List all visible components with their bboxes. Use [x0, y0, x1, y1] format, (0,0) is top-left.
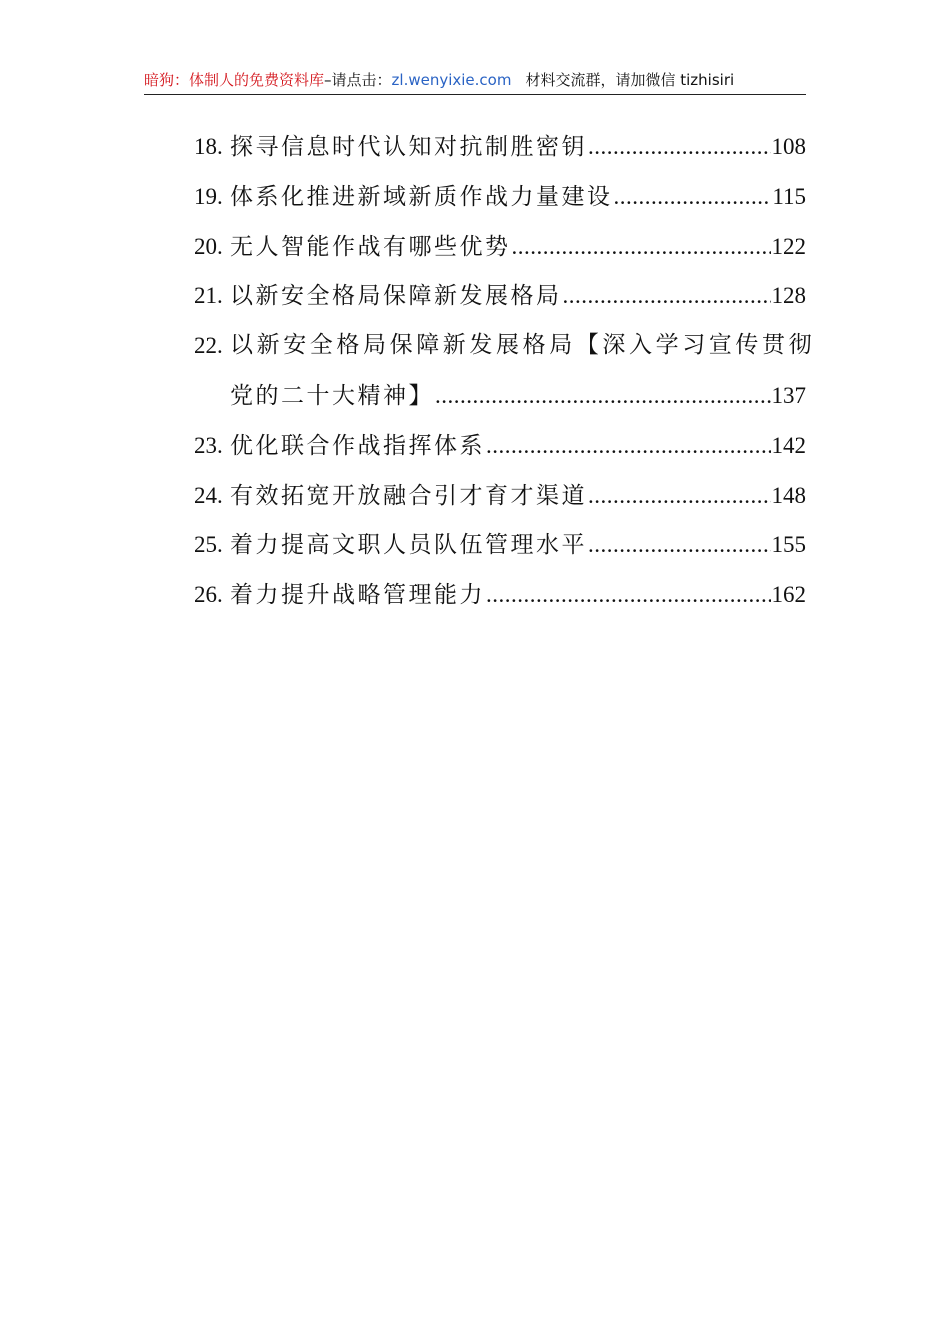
toc-entry-title: 有效拓宽开放融合引才育才渠道 — [230, 482, 587, 509]
header-wechat-note: 材料交流群，请加微信 tizhisiri — [525, 71, 735, 89]
header-click-prompt: –请点击： — [324, 71, 392, 89]
toc-leader-dots — [486, 570, 771, 620]
toc-entry-title: 无人智能作战有哪些优势 — [230, 233, 511, 260]
toc-entry-number: 26. — [194, 582, 223, 608]
toc-entry-number: 22. — [194, 333, 223, 359]
toc-entry-title-line2: 党的二十大精神】 — [230, 382, 434, 409]
toc-entry-26[interactable] — [194, 570, 806, 620]
toc-entry-18[interactable] — [194, 122, 806, 172]
table-of-contents — [194, 122, 816, 620]
toc-entry-title: 着力提高文职人员队伍管理水平 — [230, 532, 587, 559]
toc-leader-dots — [512, 222, 771, 272]
toc-entry-23[interactable] — [194, 421, 806, 471]
toc-entry-page: 128 — [771, 283, 806, 309]
toc-entry-21[interactable] — [194, 271, 806, 321]
header-brand: 暗狗：体制人的免费资料库 — [144, 71, 325, 89]
toc-entry-22-continued[interactable] — [194, 371, 806, 421]
toc-entry-title: 探寻信息时代认知对抗制胜密钥 — [230, 134, 587, 160]
toc-leader-dots — [486, 421, 771, 471]
toc-entry-25[interactable] — [194, 520, 806, 570]
toc-entry-24[interactable] — [194, 471, 806, 521]
toc-entry-page: 142 — [771, 432, 806, 458]
toc-entry-20[interactable] — [194, 222, 806, 272]
toc-entry-page: 108 — [771, 134, 806, 159]
toc-entry-number: 23. — [194, 432, 223, 458]
toc-leader-dots — [588, 471, 771, 521]
toc-entry-page: 122 — [771, 233, 806, 259]
toc-entry-22[interactable] — [194, 321, 816, 371]
toc-entry-page: 155 — [771, 532, 806, 558]
toc-entry-title: 着力提升战略管理能力 — [230, 582, 485, 609]
toc-entry-19[interactable] — [194, 172, 806, 222]
toc-leader-dots — [588, 122, 771, 172]
toc-leader-dots — [588, 520, 771, 570]
page-header — [144, 66, 806, 95]
toc-leader-dots — [563, 271, 771, 321]
toc-entry-page: 137 — [771, 382, 806, 408]
toc-entry-title-line1: 以新安全格局保障新发展格局【深入学习宣传贯彻 — [230, 332, 816, 359]
toc-entry-number: 25. — [194, 532, 223, 558]
toc-leader-dots — [435, 371, 771, 421]
toc-entry-page: 115 — [772, 183, 806, 209]
toc-entry-number: 20. — [194, 233, 223, 259]
toc-entry-title: 优化联合作战指挥体系 — [230, 432, 485, 459]
toc-leader-dots — [614, 172, 772, 222]
toc-entry-page: 148 — [771, 482, 806, 508]
toc-entry-page: 162 — [771, 582, 806, 608]
toc-entry-title: 以新安全格局保障新发展格局 — [230, 283, 562, 310]
header-url-link[interactable]: zl.wenyixie.com — [391, 71, 512, 89]
toc-entry-number: 24. — [194, 482, 223, 508]
toc-entry-number: 18. — [194, 134, 223, 159]
toc-entry-number: 21. — [194, 283, 223, 309]
toc-entry-title: 体系化推进新域新质作战力量建设 — [230, 183, 613, 210]
toc-entry-number: 19. — [194, 183, 223, 209]
